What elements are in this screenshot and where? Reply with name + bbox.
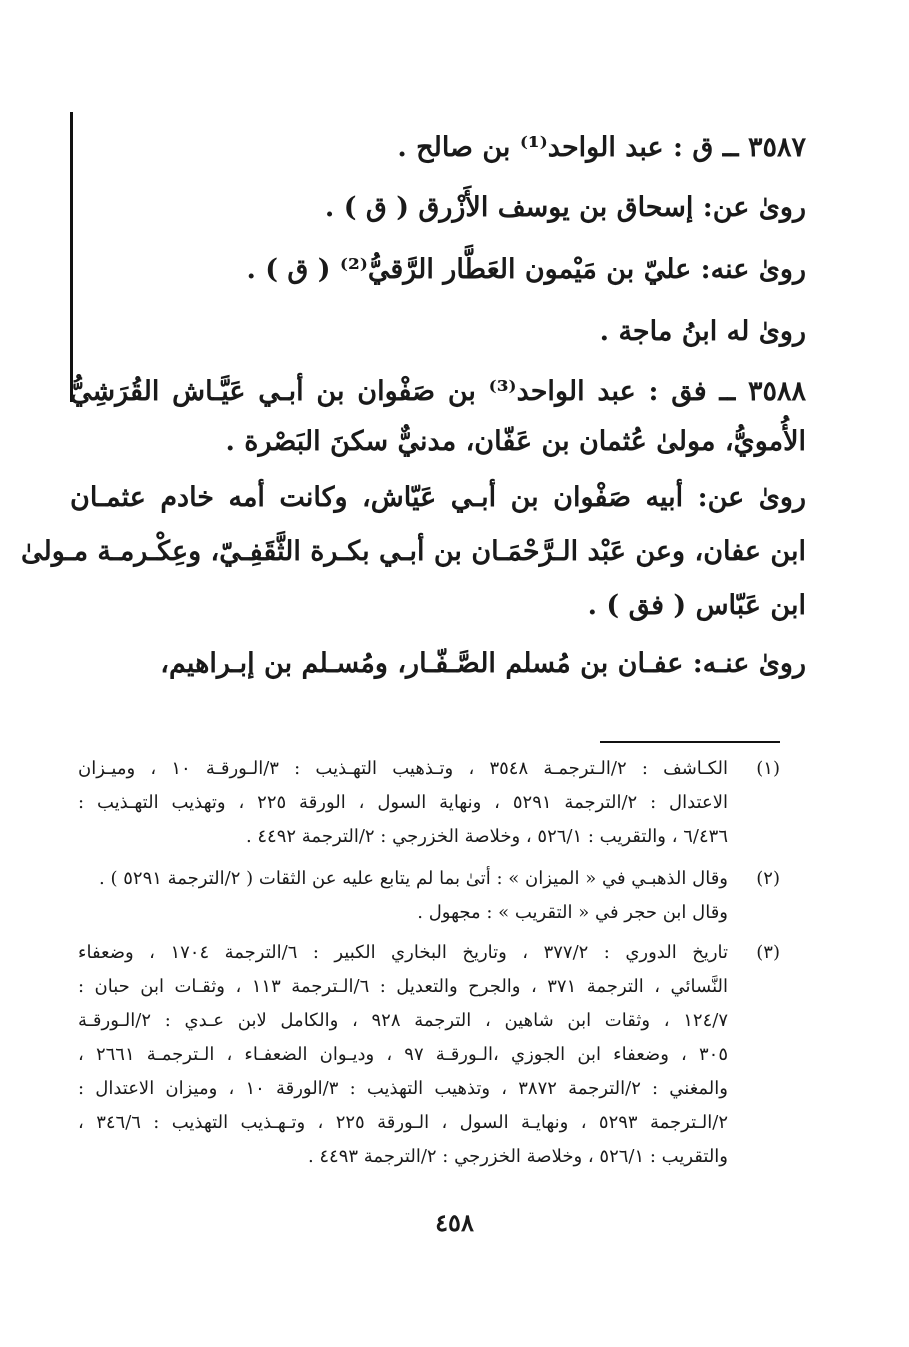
footnote-2-number: (٢)	[756, 868, 780, 889]
entry-3588-narrated-from-cont1: ابن عفان، وعن عَبْد الـرَّحْمَـان بن أبـي بكـرة الثَّقَفِـيّ، وعِكْـرمـة مـولىٰ	[20, 536, 806, 567]
footnote-3-line-2: النَّسائي ، الترجمة ٣٧١ ، والجرح والتعديل : ٦/الـترجمة ١١٣ ، وثقـات ابن حبان :	[78, 976, 729, 997]
entry-3588-narrated-from-cont2: ابن عَبّاس ( فق ) .	[587, 590, 806, 621]
footnote-separator	[600, 741, 780, 743]
footnote-1-number: (١)	[756, 758, 780, 779]
entry-3588-heading-cont: الأُمويُّ، مولىٰ عُثمان بن عَفّان، مدنيٌّ سكنَ البَصْرة .	[225, 426, 806, 457]
entry-3588-heading: ٣٥٨٨ ــ فق : عبد الواحد⁽³⁾ بن صَفْوان بن أبـي عَيَّـاش القُرَشِيُّ	[70, 376, 806, 407]
footnote-1-line-2: الاعتدال : ٢/الترجمة ٥٢٩١ ، ونهاية السول ، الورقة ٢٢٥ ، وتهذيب التهـذيب :	[78, 792, 728, 813]
page-number: ٤٥٨	[435, 1208, 474, 1237]
footnote-3-line-7: والتقريب : ٥٢٦/١ ، وخلاصة الخزرجي : ٢/الترجمة ٤٤٩٣ .	[307, 1146, 728, 1167]
footnote-3-line-4: ٣٠٥ ، وضعفاء ابن الجوزي ،الـورقـة ٩٧ ، وديـوان الضعفـاء ، الـترجمـة ٢٦٦١ ،	[78, 1044, 728, 1065]
footnote-1-line-1: الكـاشف : ٢/الـترجمـة ٣٥٤٨ ، وتـذهيب التهـذيب : ٣/الـورقـة ١٠ ، وميـزان	[78, 758, 728, 779]
entry-3587-narrated-by: روىٰ عنه: عليّ بن مَيْمون العَطَّار الرَّقيُّ⁽²⁾ ( ق ) .	[246, 254, 806, 285]
footnote-3-number: (٣)	[756, 942, 780, 963]
entry-3588-narrated-by: روىٰ عنـه: عفـان بن مُسلم الصَّـفّـار، ومُسـلم بن إبـراهيم،	[160, 648, 806, 679]
footnote-1-line-3: ٦/٤٣٦ ، والتقريب : ٥٢٦/١ ، وخلاصة الخزرجي : ٢/الترجمة ٤٤٩٢ .	[245, 826, 728, 847]
footnote-2-line-1: وقال الذهبـي في « الميزان » : أتىٰ بما لم يتابع عليه عن الثقات ( ٢/الترجمة ٥٢٩١ ) .	[99, 868, 728, 889]
footnote-3-line-3: ١٢٤/٧ ، وثقات ابن شاهين ، الترجمة ٩٢٨ ، والكامل لابن عـدي : ٢/الـورقـة	[78, 1010, 728, 1031]
footnote-3-line-6: ٢/الـترجمة ٥٢٩٣ ، ونهايـة السول ، الـورقة ٢٢٥ ، وتـهـذيب التهذيب : ٣٤٦/٦ ،	[78, 1112, 729, 1133]
entry-3587-heading: ٣٥٨٧ ــ ق : عبد الواحد⁽¹⁾ بن صالح .	[397, 132, 806, 163]
footnote-3-line-5: والمغني : ٢/الترجمة ٣٨٧٢ ، وتذهيب التهذيب : ٣/الورقة ١٠ ، وميزان الاعتدال :	[78, 1078, 728, 1099]
footnote-2-line-2: وقال ابن حجر في « التقريب » : مجهول .	[417, 902, 728, 923]
entry-3588-narrated-from: روىٰ عن: أبيه صَفْوان بن أبـي عَيّاش، وكانت أمه خادم عثمـان	[70, 482, 806, 513]
footnote-3-line-1: تاريخ الدوري : ٣٧٧/٢ ، وتاريخ البخاري الكبير : ٦/الترجمة ١٧٠٤ ، وضعفاء	[78, 942, 729, 963]
entry-3587-reported-by: روىٰ له ابنُ ماجة .	[599, 316, 806, 347]
margin-bar-upper	[70, 112, 73, 358]
entry-3587-narrated-from: روىٰ عن: إسحاق بن يوسف الأَزْرق ( ق ) .	[324, 192, 806, 223]
